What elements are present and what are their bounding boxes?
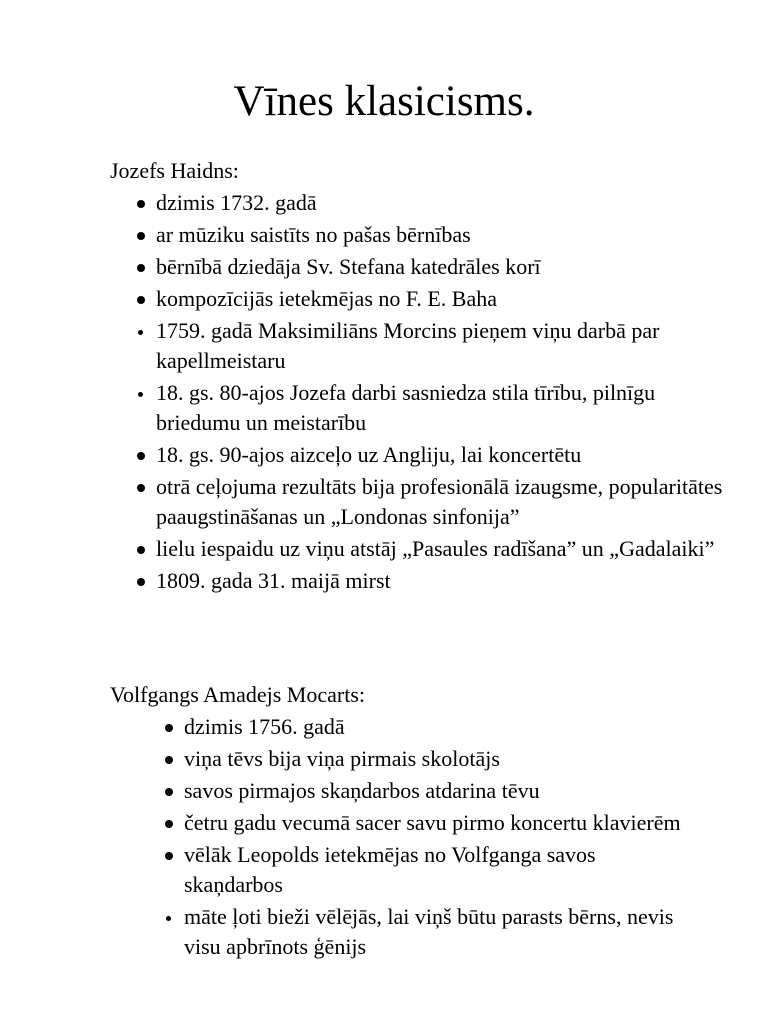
- bullet-icon: [138, 330, 143, 335]
- list-item-text: dzimis 1756. gadā: [184, 714, 345, 739]
- list-item: [132, 472, 732, 532]
- page-title: Vīnes klasicisms.: [233, 78, 535, 125]
- bullet-icon: [137, 232, 145, 240]
- list-item-text: lielu iespaidu uz viņu atstāj „Pasaules radīšana” un „Gadalaiki”: [156, 536, 715, 561]
- list-item-text: māte ļoti bieži vēlējās, lai viņš būtu parasts bērns, nevis visu apbrīnots ģēnijs: [184, 904, 674, 959]
- bullet-list-haydn: [132, 188, 732, 598]
- list-item: [132, 252, 732, 282]
- list-item: [160, 808, 700, 838]
- list-item-text: viņa tēvs bija viņa pirmais skolotājs: [184, 746, 500, 771]
- list-item-text: bērnībā dziedāja Sv. Stefana katedrāles korī: [156, 254, 541, 279]
- list-item: [132, 378, 732, 438]
- list-item-text: 18. gs. 90-ajos aizceļo uz Angliju, lai koncertētu: [156, 442, 582, 467]
- list-item-text: 18. gs. 80-ajos Jozefa darbi sasniedza stila tīrību, pilnīgu briedumu un meistarību: [156, 380, 656, 435]
- bullet-icon: [165, 788, 173, 796]
- list-item-text: vēlāk Leopolds ietekmējas no Volfganga savos skaņdarbos: [184, 842, 596, 897]
- list-item: [132, 534, 732, 564]
- bullet-icon: [165, 756, 173, 764]
- bullet-icon: [165, 820, 173, 828]
- bullet-icon: [137, 452, 145, 460]
- bullet-icon: [137, 264, 145, 272]
- list-item-text: 1809. gada 31. maijā mirst: [156, 568, 391, 593]
- bullet-icon: [137, 296, 145, 304]
- bullet-icon: [137, 546, 145, 554]
- list-item-text: savos pirmajos skaņdarbos atdarina tēvu: [184, 778, 540, 803]
- section-heading-haydn: Jozefs Haidns:: [110, 158, 239, 183]
- list-item: [160, 902, 700, 962]
- list-item: [132, 284, 732, 314]
- list-item-text: kompozīcijās ietekmējas no F. E. Baha: [156, 286, 497, 311]
- bullet-icon: [137, 578, 145, 586]
- bullet-list-mozart: [160, 712, 700, 964]
- list-item: [160, 776, 700, 806]
- list-item: [132, 188, 732, 218]
- bullet-icon: [165, 852, 173, 860]
- list-item: [160, 712, 700, 742]
- list-item: [160, 840, 700, 900]
- bullet-icon: [137, 484, 145, 492]
- list-item-text: ar mūziku saistīts no pašas bērnības: [156, 222, 471, 247]
- bullet-icon: [166, 916, 171, 921]
- list-item: [132, 316, 732, 376]
- bullet-icon: [138, 392, 143, 397]
- list-item: [132, 220, 732, 250]
- list-item-text: četru gadu vecumā sacer savu pirmo koncertu klavierēm: [184, 810, 681, 835]
- list-item: [132, 440, 732, 470]
- list-item: [160, 744, 700, 774]
- list-item-text: otrā ceļojuma rezultāts bija profesionālā izaugsme, popularitātes paaugstināšanas un „Londonas sinfonija”: [156, 474, 723, 529]
- bullet-icon: [137, 200, 145, 208]
- list-item-text: 1759. gadā Maksimiliāns Morcins pieņem viņu darbā par kapellmeistaru: [156, 318, 660, 373]
- list-item-text: dzimis 1732. gadā: [156, 190, 317, 215]
- bullet-icon: [165, 724, 173, 732]
- section-heading-mozart: Volfgangs Amadejs Mocarts:: [110, 682, 366, 707]
- list-item: [132, 566, 732, 596]
